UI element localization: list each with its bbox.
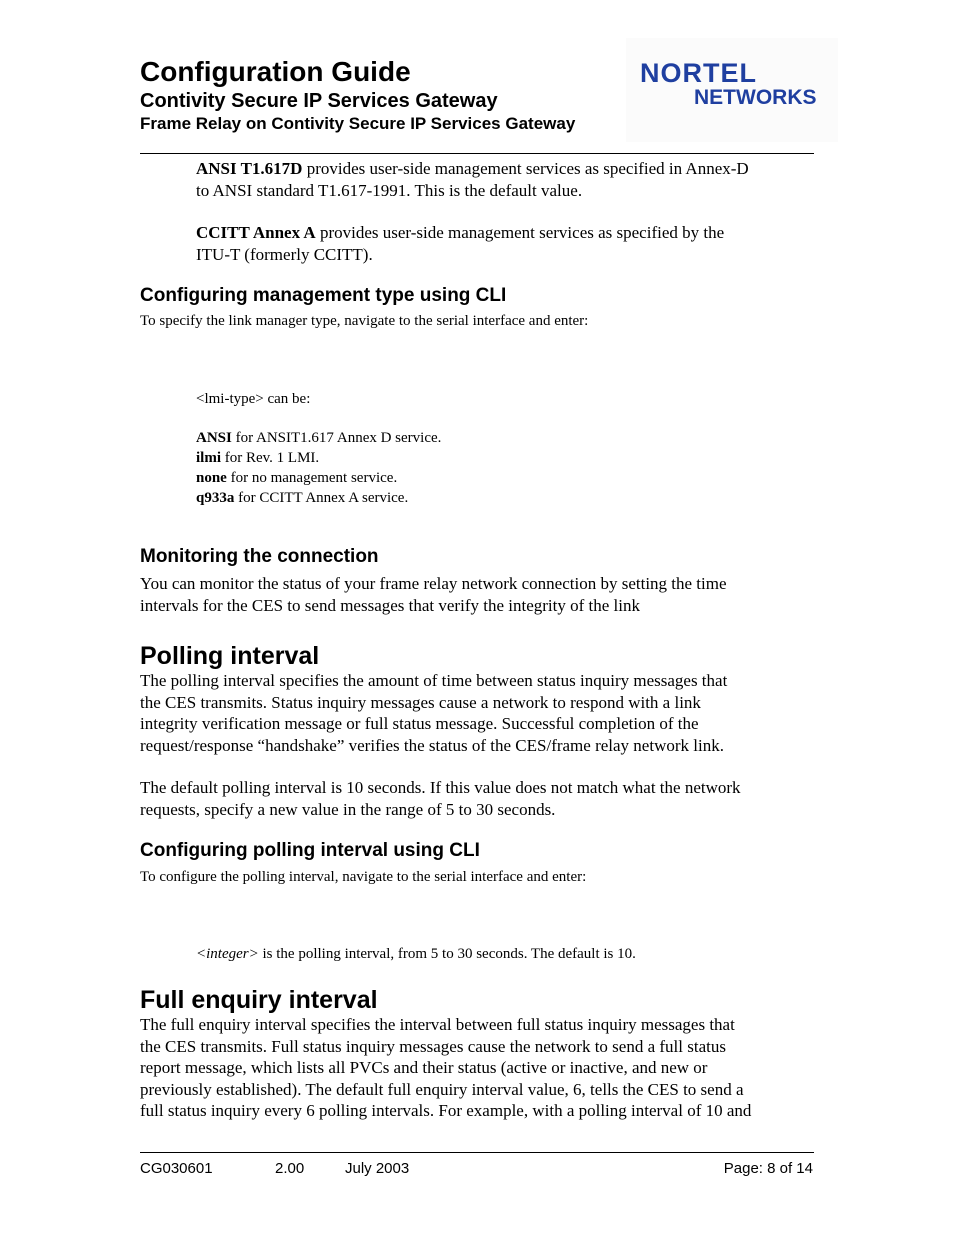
ansi-definition [196,158,749,201]
heading-full-enquiry: Full enquiry interval [140,986,378,1014]
integer-term: <integer> [196,946,259,962]
heading-mgmt-cli: Configuring management type using CLI [140,285,507,306]
heading-polling-interval: Polling interval [140,642,320,670]
heading-monitoring: Monitoring the connection [140,546,379,567]
heading-polling-cli: Configuring polling interval using CLI [140,840,480,861]
ansi-desc-line1: provides user-side management services as specified in Annex-D [302,159,749,178]
ccitt-definition [196,222,724,265]
document-title: Configuration Guide [140,56,411,87]
footer-version: 2.00 [275,1160,305,1177]
footer-page-number: Page: 8 of 14 [723,1160,813,1177]
footer-doc-id: CG030601 [140,1160,213,1177]
polling-paragraph-1: The polling interval specifies the amount of time between status inquiry messages that the CES transmits. Status inquiry messages cause a network to respond with a link integrity verification message or full status message. Successful completion of the request/response “handshake” verifies the status of the CES/frame relay network link. [140,671,728,755]
ansi-desc-line2: to ANSI standard T1.617-1991. This is the default value. [196,180,583,200]
footer-rule [140,1152,814,1153]
ccitt-desc-line1: provides user-side management services as specified by the [315,223,725,242]
list-item: ANSI for ANSIT1.617 Annex D service. [196,430,442,446]
svg-text:NETWORKS: NETWORKS [694,86,817,109]
document-subtitle: Contivity Secure IP Services Gateway [140,90,498,112]
polling-cli-text: To configure the polling interval, navigate to the serial interface and enter: [140,869,587,885]
ccitt-desc-line2: ITU-T (formerly CCITT). [196,244,373,264]
polling-paragraph-2: The default polling interval is 10 seconds. If this value does not match what the network requests, specify a new value in the range of 5 to 30 seconds. [140,778,741,819]
monitoring-paragraph: You can monitor the status of your frame relay network connection by setting the time intervals for the CES to send messages that verify the integrity of the link [140,574,727,615]
document-section-title: Frame Relay on Contivity Secure IP Services Gateway [140,114,576,133]
full-enquiry-paragraph: The full enquiry interval specifies the interval between full status inquiry messages that the CES transmits. Full status inquiry messages cause the network to send a full status report message, which lists all PVCs and their status (active or inactive, and new or previously established). The default full enquiry interval value, 6, tells the CES to send a full status inquiry every 6 polling intervals. For example, with a polling interval of 10 and [140,1015,752,1120]
footer-date: July 2003 [345,1160,410,1177]
mgmt-cli-text: To specify the link manager type, navigate to the serial interface and enter: [140,313,589,329]
nortel-networks-logo [626,38,838,142]
ccitt-term: CCITT Annex A [196,223,316,242]
header-rule [140,153,814,154]
svg-text:NORTEL: NORTEL [640,58,757,88]
lmi-type-intro: <lmi-type> can be: [196,391,311,407]
integer-description: <integer> is the polling interval, from 5 to 30 seconds. The default is 10. [196,946,636,962]
list-item: q933a for CCITT Annex A service. [196,490,409,506]
list-item: none for no management service. [196,470,398,486]
list-item: ilmi for Rev. 1 LMI. [196,450,320,466]
ansi-term: ANSI T1.617D [196,159,303,178]
lmi-options-list [196,428,441,508]
